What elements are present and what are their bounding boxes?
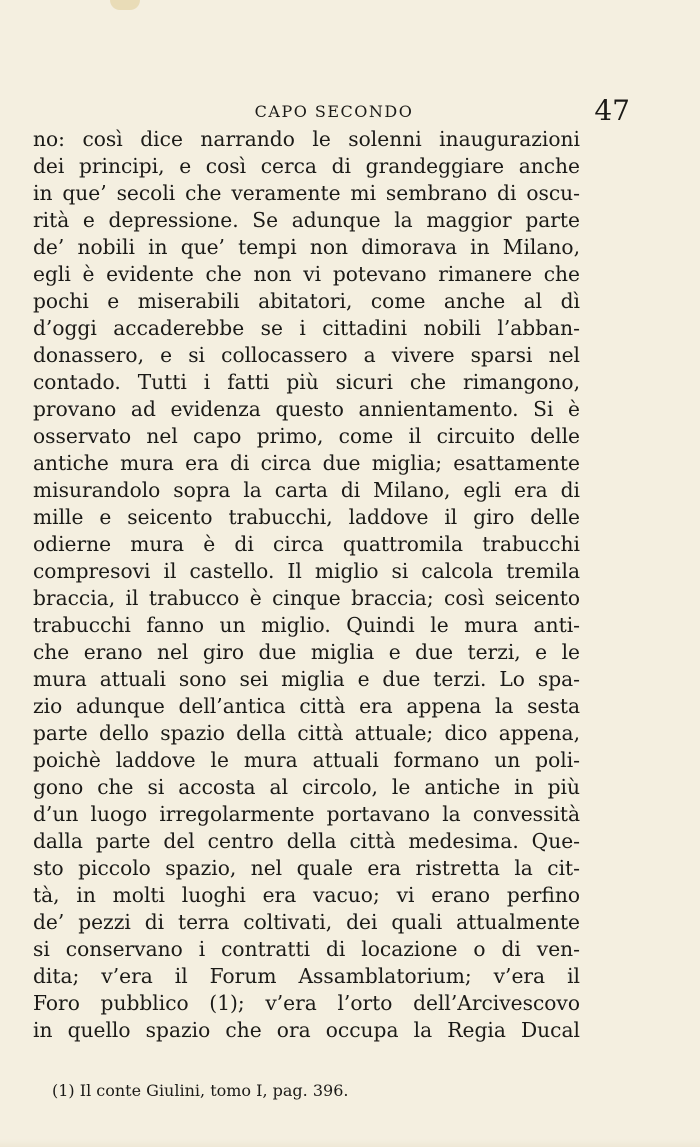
page-number: 47 xyxy=(594,94,630,127)
footnote: (1) Il conte Giulini, tomo I, pag. 396. xyxy=(52,1081,349,1100)
text-line: d’un luogo irregolarmente portavano la convessità xyxy=(33,802,580,826)
text-line: de’ pezzi di terra coltivati, dei quali attualmente xyxy=(33,910,580,934)
text-line: tà, in molti luoghi era vacuo; vi erano perfino xyxy=(33,883,580,907)
text-line: zio adunque dell’antica città era appena la sesta xyxy=(33,694,580,718)
text-line: no: così dice narrando le solenni inaugurazioni xyxy=(33,127,580,151)
text-line: pochi e miserabili abitatori, come anche al dì xyxy=(33,289,580,313)
text-line: mille e seicento trabucchi, laddove il giro delle xyxy=(33,505,580,529)
text-line: sto piccolo spazio, nel quale era ristretta la cit- xyxy=(33,856,580,880)
text-line: compresovi il castello. Il miglio si calcola tremila xyxy=(33,559,580,583)
text-line: parte dello spazio della città attuale; dico appena, xyxy=(33,721,580,745)
page-bottom-shade xyxy=(0,1139,700,1147)
text-line: contado. Tutti i fatti più sicuri che rimangono, xyxy=(33,370,580,394)
text-line: mura attuali sono sei miglia e due terzi. Lo spa- xyxy=(33,667,580,691)
text-line: poichè laddove le mura attuali formano un poli- xyxy=(33,748,580,772)
text-line: provano ad evidenza questo annientamento. Si è xyxy=(33,397,580,421)
running-head: CAPO SECONDO xyxy=(254,102,414,121)
text-line: de’ nobili in que’ tempi non dimorava in Milano, xyxy=(33,235,580,259)
paper-stain xyxy=(110,0,140,10)
text-line: gono che si accosta al circolo, le antiche in più xyxy=(33,775,580,799)
text-line: Foro pubblico (1); v’era l’orto dell’Arcivescovo xyxy=(33,991,580,1015)
text-line: si conservano i contratti di locazione o di ven- xyxy=(33,937,580,961)
text-line: dei principi, e così cerca di grandeggiare anche xyxy=(33,154,580,178)
text-line: dita; v’era il Forum Assamblatorium; v’era il xyxy=(33,964,580,988)
text-line: d’oggi accaderebbe se i cittadini nobili l’abban- xyxy=(33,316,580,340)
text-line: braccia, il trabucco è cinque braccia; così seicento xyxy=(33,586,580,610)
text-line: dalla parte del centro della città medesima. Que- xyxy=(33,829,580,853)
text-line: odierne mura è di circa quattromila trabucchi xyxy=(33,532,580,556)
body-text xyxy=(33,126,580,1044)
text-line: misurandolo sopra la carta di Milano, egli era di xyxy=(33,478,580,502)
text-line: in quello spazio che ora occupa la Regia Ducal xyxy=(33,1018,580,1042)
text-line: in que’ secoli che veramente mi sembrano di oscu- xyxy=(33,181,580,205)
text-line: rità e depressione. Se adunque la maggior parte xyxy=(33,208,580,232)
text-line: trabucchi fanno un miglio. Quindi le mura anti- xyxy=(33,613,580,637)
text-line: antiche mura era di circa due miglia; esattamente xyxy=(33,451,580,475)
text-line: che erano nel giro due miglia e due terzi, e le xyxy=(33,640,580,664)
text-line: donassero, e si collocassero a vivere sparsi nel xyxy=(33,343,580,367)
text-line: egli è evidente che non vi potevano rimanere che xyxy=(33,262,580,286)
text-line: osservato nel capo primo, come il circuito delle xyxy=(33,424,580,448)
